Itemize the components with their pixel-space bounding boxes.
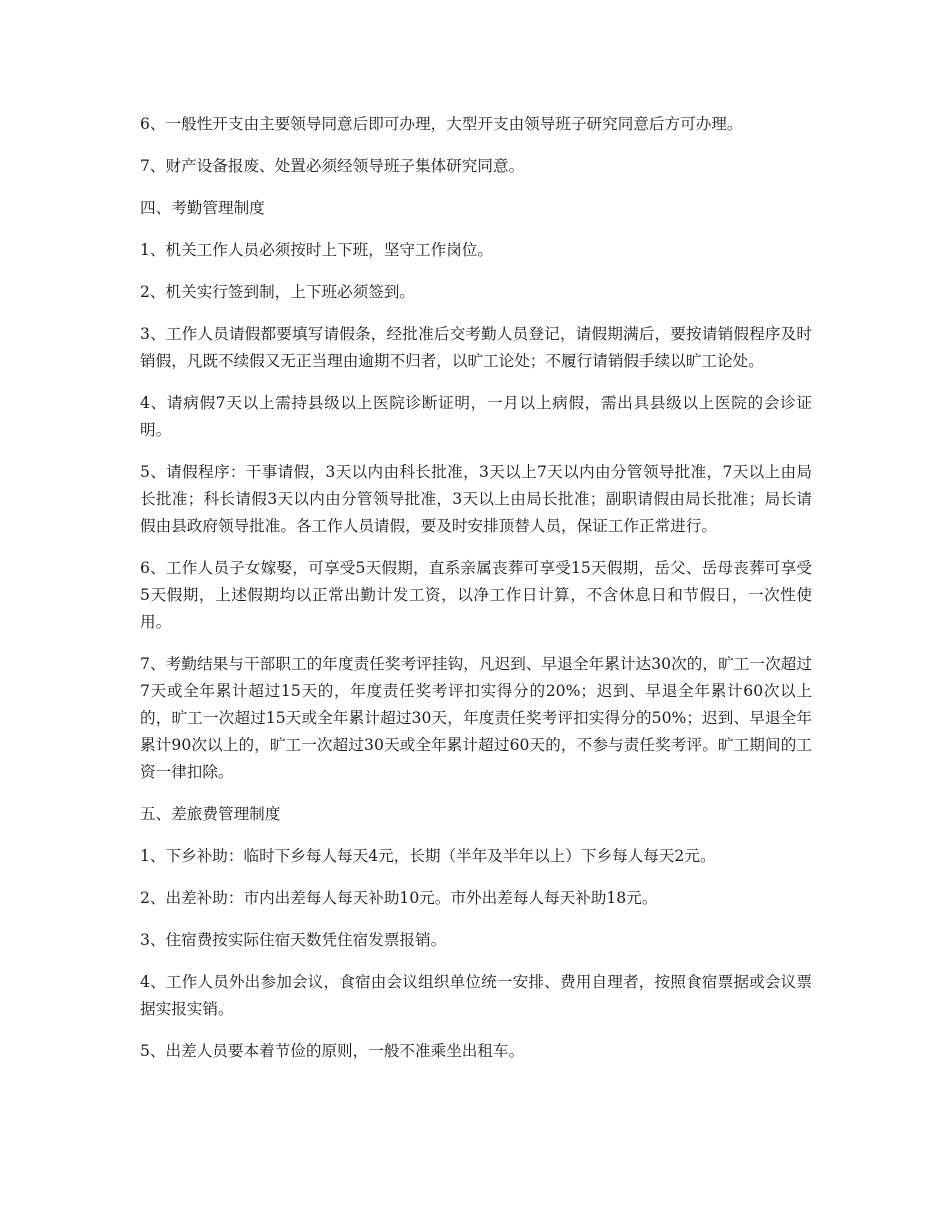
paragraph-travel-3: 3、住宿费按实际住宿天数凭住宿发票报销。 xyxy=(140,931,447,949)
section-heading-attendance: 四、考勤管理制度 xyxy=(140,199,265,217)
document-page xyxy=(140,111,812,1080)
paragraph-attendance-7: 7、考勤结果与干部职工的年度责任奖考评挂钩，凡迟到、早退全年累计达30次的，旷工一次超过7天或全年累计超过15天的，年度责任奖考评扣实得分的20%；迟到、早退全年累计60次以上的，旷工一次超过15天或全年累计超过30天，年度责任奖考评扣实得分的50%；迟到、早退全年累计90次以上的，旷工一次超过30天或全年累计超过60天的，不参与责任奖考评。旷工期间的工资一律扣除。 xyxy=(140,655,812,781)
paragraph-spending-approval: 6、一般性开支由主要领导同意后即可办理，大型开支由领导班子研究同意后方可办理。 xyxy=(140,115,743,133)
paragraph-travel-4: 4、工作人员外出参加会议，食宿由会议组织单位统一安排、费用自理者，按照食宿票据或会议票据实报实销。 xyxy=(140,973,812,1018)
paragraph-attendance-6: 6、工作人员子女嫁娶，可享受5天假期，直系亲属丧葬可享受15天假期，岳父、岳母丧葬可享受5天假期，上述假期均以正常出勤计发工资，以净工作日计算，不含休息日和节假日，一次性使用。 xyxy=(140,559,812,631)
paragraph-attendance-2: 2、机关实行签到制，上下班必须签到。 xyxy=(140,283,416,301)
paragraph-travel-5: 5、出差人员要本着节俭的原则，一般不准乘坐出租车。 xyxy=(140,1042,525,1060)
paragraph-asset-disposal: 7、财产设备报废、处置必须经领导班子集体研究同意。 xyxy=(140,157,525,175)
paragraph-attendance-3: 3、工作人员请假都要填写请假条，经批准后交考勤人员登记，请假期满后，要按请销假程序及时销假，凡既不续假又无正当理由逾期不归者，以旷工论处；不履行请销假手续以旷工论处。 xyxy=(140,325,812,370)
paragraph-attendance-4: 4、请病假7天以上需持县级以上医院诊断证明，一月以上病假，需出具县级以上医院的会诊证明。 xyxy=(140,394,812,439)
section-heading-travel: 五、差旅费管理制度 xyxy=(140,805,281,823)
paragraph-travel-1: 1、下乡补助：临时下乡每人每天4元，长期（半年及半年以上）下乡每人每天2元。 xyxy=(140,847,716,865)
paragraph-travel-2: 2、出差补助：市内出差每人每天补助10元。市外出差每人每天补助18元。 xyxy=(140,889,658,907)
paragraph-attendance-5: 5、请假程序：干事请假，3天以内由科长批准，3天以上7天以内由分管领导批准，7天以上由局长批准；科长请假3天以内由分管领导批准，3天以上由局长批准；副职请假由局长批准；局长请假由县政府领导批准。各工作人员请假，要及时安排顶替人员，保证工作正常进行。 xyxy=(140,463,812,535)
paragraph-attendance-1: 1、机关工作人员必须按时上下班，坚守工作岗位。 xyxy=(140,241,493,259)
